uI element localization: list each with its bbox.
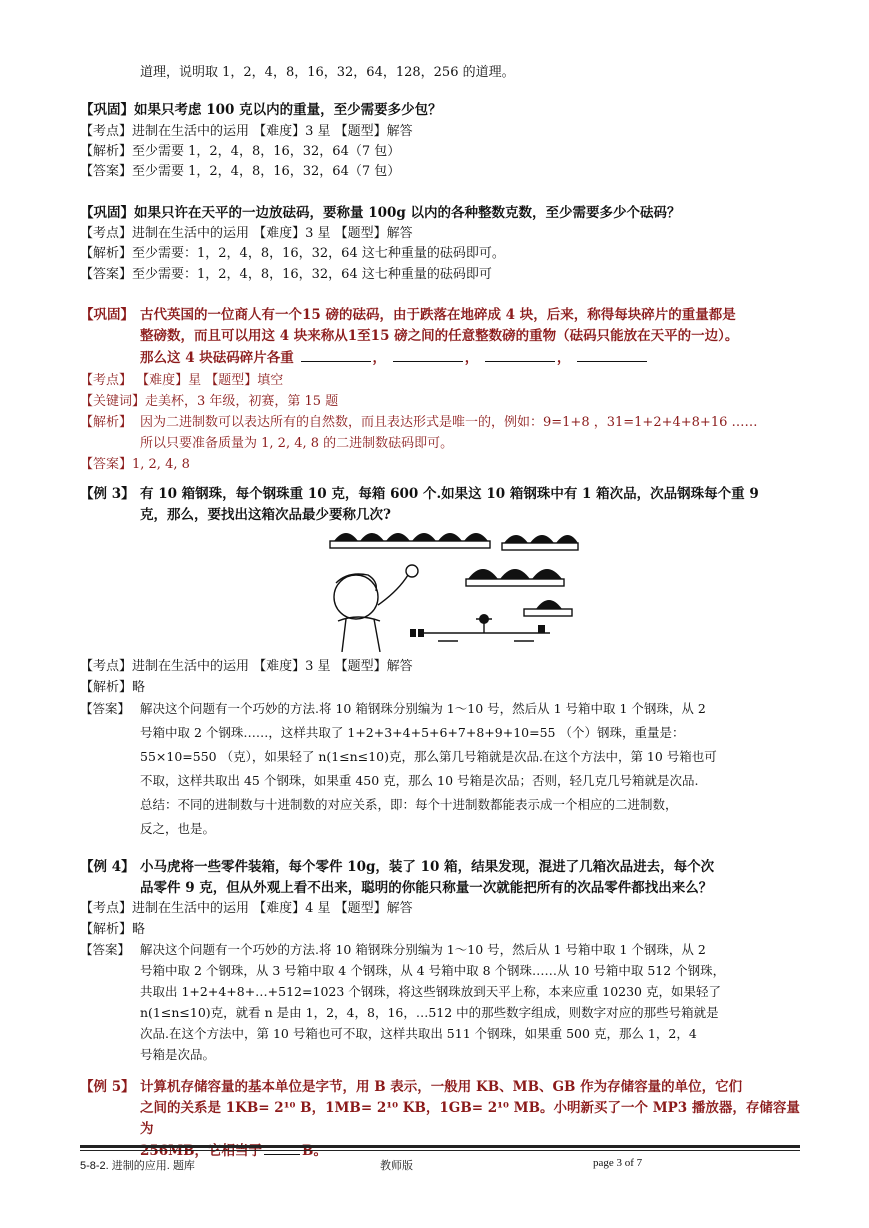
example-3-kaodian: 【考点】进制在生活中的运用 【难度】3 星 【题型】解答	[80, 659, 413, 674]
boy-balance-illustration	[318, 521, 580, 652]
example-4-daan-tag: 【答案】	[80, 942, 131, 957]
problem-3-kaodian: 【考点】 【难度】星 【题型】填空	[80, 373, 284, 388]
example-3-tag: 【例 3】	[80, 486, 135, 502]
example-4-line-2: 品零件 9 克，但从外观上看不出来，聪明的你能只称量一次就能把所有的次品零件都找出来么？	[140, 880, 713, 896]
example-3-daan-line-3: 55×10=550 （克），如果轻了 n(1≤n≤10)克，那么第几号箱就是次品.在这个方法中，第 10 号箱也可	[140, 749, 717, 764]
footer-doc-title: 5-8-2. 进制的应用. 题库	[80, 1160, 195, 1172]
example-4-tag: 【例 4】	[80, 859, 135, 875]
example-3-daan-line-2: 号箱中取 2 个钢珠……，这样共取了 1+2+3+4+5+6+7+8+9+10=55 （个）钢珠，重量是：	[140, 725, 685, 740]
problem-1-question: 【巩固】如果只考虑 100 克以内的重量，至少需要多少包？	[80, 102, 442, 118]
example-5-line-3b: B。	[302, 1143, 327, 1159]
problem-3-line-3: 那么这 4 块砝码碎片各重 ， ， ，	[140, 347, 800, 369]
problem-2-daan: 【答案】至少需要：1，2，4，8，16，32，64 这七种重量的砝码即可	[80, 267, 492, 282]
example-4-daan-line-2: 号箱中取 2 个钢珠，从 3 号箱中取 4 个钢珠，从 4 号箱中取 8 个钢珠……从 10 号箱中取 512 个钢珠，	[140, 963, 726, 978]
problem-3-daan: 【答案】1, 2, 4, 8	[80, 457, 190, 472]
problem-3-jiexi-line-2: 所以只要准备质量为 1, 2, 4, 8 的二进制数砝码即可。	[140, 436, 454, 451]
problem-3-jiexi	[80, 412, 800, 454]
problem-3-question	[80, 305, 800, 369]
example-3-question	[80, 484, 800, 526]
answer-blank-4[interactable]	[577, 347, 647, 362]
example-3-daan-line-5: 总结：不同的进制数与十进制数的对应关系，即：每个十进制数都能表示成一个相应的二进制数，	[140, 797, 678, 812]
example-3-daan	[80, 697, 800, 841]
example-3-daan-tag: 【答案】	[80, 701, 131, 716]
example-4-kaodian: 【考点】进制在生活中的运用 【难度】4 星 【题型】解答	[80, 901, 413, 916]
example-3-daan-line-6: 反之，也是。	[140, 821, 216, 836]
example-4-line-1: 小马虎将一些零件装箱，每个零件 10g，装了 10 箱，结果发现，混进了几箱次品进去，每个次	[140, 859, 715, 875]
example-3-daan-line-4: 不取，这样共取出 45 个钢珠，如果重 450 克，那么 10 号箱是次品；否则，轻几克几号箱就是次品.	[140, 773, 699, 788]
problem-1-jiexi: 【解析】至少需要 1，2，4，8，16，32，64（7 包）	[80, 144, 401, 159]
example-5-line-3a: 256MB，它相当于	[140, 1143, 263, 1159]
problem-3-jiexi-line-1: 因为二进制数可以表达所有的自然数，而且表达形式是唯一的，例如：9=1+8 ，31=1+2+4+8+16 ……	[140, 415, 758, 430]
problem-2-question: 【巩固】如果只许在天平的一边放砝码，要称量 100g 以内的各种整数克数，至少需要多少个砝码？	[80, 205, 681, 221]
answer-blank-3[interactable]	[485, 347, 555, 362]
problem-3-tag: 【巩固】	[80, 307, 134, 323]
problem-1-kaodian: 【考点】进制在生活中的运用 【难度】3 星 【题型】解答	[80, 124, 413, 139]
answer-blank-2[interactable]	[393, 347, 463, 362]
example-5-tag: 【例 5】	[80, 1079, 135, 1095]
problem-2-kaodian: 【考点】进制在生活中的运用 【难度】3 星 【题型】解答	[80, 226, 413, 241]
example-5-line-2: 之间的关系是 1KB= 2¹⁰ B，1MB= 2¹⁰ KB，1GB= 2¹⁰ MB。小明新买了一个 MP3 播放器，存储容量为	[140, 1100, 800, 1137]
problem-1-daan: 【答案】至少需要 1，2，4，8，16，32，64（7 包）	[80, 164, 401, 179]
problem-3-line-1: 古代英国的一位商人有一个15 磅的砝码，由于跌落在地碎成 4 块，后来，称得每块碎片的重量都是	[140, 307, 736, 323]
problem-3-keywords: 【关键词】走美杯，3 年级，初赛，第 15 题	[80, 394, 339, 409]
intro-line: 道理，说明取 1，2，4，8，16，32，64，128，256 的道理。	[140, 65, 515, 80]
footer-rule-thick	[80, 1145, 800, 1148]
answer-blank-1[interactable]	[301, 347, 371, 362]
example-4-daan-line-4: n(1≤n≤10)克，就看 n 是由 1，2，4，8，16，…512 中的那些数字组成，则数字对应的那些号箱就是	[140, 1005, 719, 1020]
example-4-question	[80, 857, 800, 899]
footer-page-number: page 3 of 7	[593, 1157, 643, 1169]
problem-3-jiexi-tag: 【解析】	[80, 415, 133, 430]
problem-3-line-2: 整磅数，而且可以用这 4 块来称从1至15 磅之间的任意整数磅的重物（砝码只能放在天平的一边）。	[140, 328, 739, 344]
problem-3-line-3-text: 那么这 4 块砝码碎片各重	[140, 350, 294, 366]
example-4-daan-line-5: 次品.在这个方法中，第 10 号箱也可不取，这样共取出 511 个钢珠，如果重 500 克，那么 1，2，4	[140, 1026, 697, 1041]
example-3-jiexi: 【解析】略	[80, 680, 146, 695]
example-3-line-2: 克，那么，要找出这箱次品最少要称几次?	[140, 507, 391, 523]
example-4-daan	[80, 939, 800, 1065]
example-4-daan-line-1: 解决这个问题有一个巧妙的方法.将 10 箱钢珠分别编为 1～10 号，然后从 1 号箱中取 1 个钢珠，从 2	[140, 942, 706, 957]
example-4-daan-line-3: 共取出 1+2+4+8+…+512=1023 个钢珠，将这些钢珠放到天平上称，本来应重 10230 克，如果轻了	[140, 984, 721, 999]
example-3-line-1: 有 10 箱钢珠，每个钢珠重 10 克，每箱 600 个.如果这 10 箱钢珠中有 1 箱次品，次品钢珠每个重 9	[140, 486, 759, 502]
example-4-jiexi: 【解析】略	[80, 922, 146, 937]
example-4-daan-line-6: 号箱是次品。	[140, 1047, 216, 1062]
footer-rule-thin	[80, 1150, 800, 1151]
problem-2-jiexi: 【解析】至少需要：1，2，4，8，16，32，64 这七种重量的砝码即可。	[80, 246, 505, 261]
page-footer	[80, 1145, 800, 1173]
example-5-line-1: 计算机存储容量的基本单位是字节，用 B 表示，一般用 KB、MB、GB 作为存储容量的单位，它们	[140, 1079, 743, 1095]
footer-edition: 教师版	[380, 1160, 413, 1172]
example-3-daan-line-1: 解决这个问题有一个巧妙的方法.将 10 箱钢珠分别编为 1～10 号，然后从 1 号箱中取 1 个钢珠，从 2	[140, 701, 706, 716]
